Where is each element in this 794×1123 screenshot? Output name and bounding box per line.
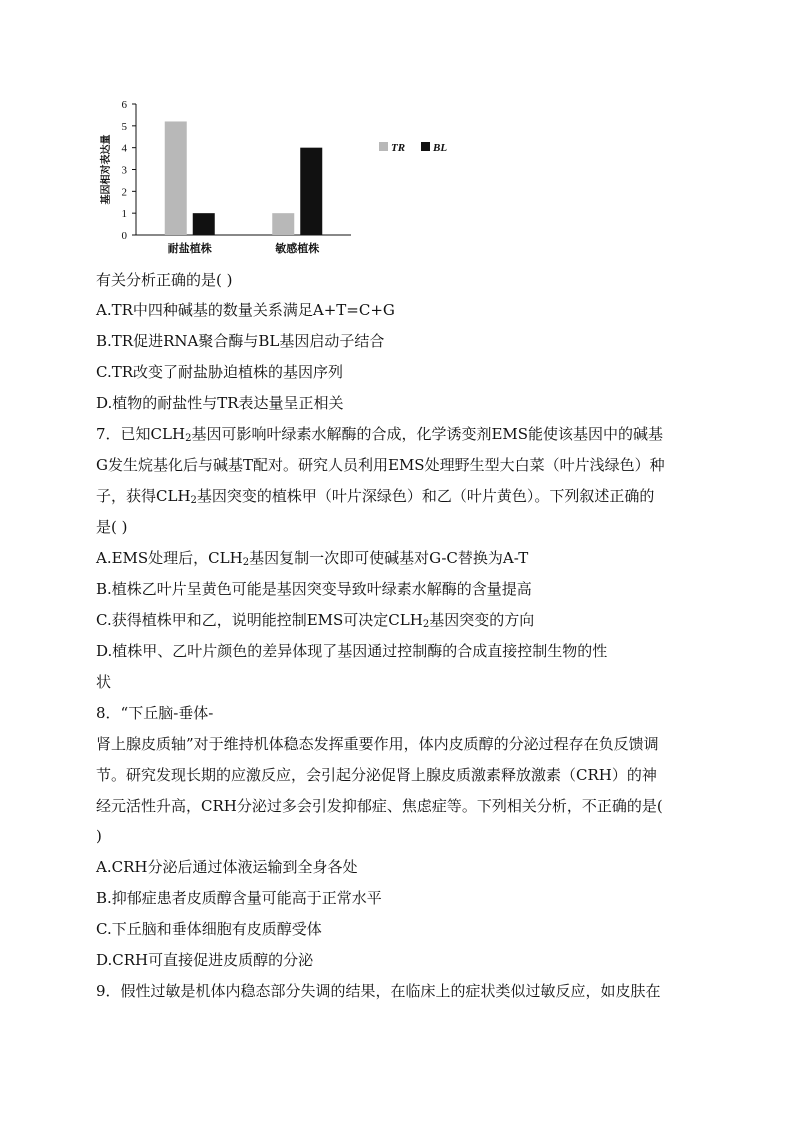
legend-label-BL: BL [433,142,448,154]
q7-text: 基因复制一次即可使碱基对G-C替换为A-T [249,549,529,567]
q7-option-c [96,610,534,630]
q8-stem-line-2: 肾上腺皮质轴”对于维持机体稳态发挥重要作用，体内皮质醇的分泌过程存在负反馈调 [96,735,659,753]
q7-number: 7． [96,425,121,443]
q7-text: 基因突变的植株甲（叶片深绿色）和乙（叶片黄色）。下列叙述正确的 [196,487,655,505]
bar-TR-1 [165,121,187,235]
subscript: 2 [190,495,197,506]
q9-stem-line-1: 9．假性过敏是机体内稳态部分失调的结果，在临床上的症状类似过敏反应，如皮肤在 [96,982,661,1000]
subscript: 2 [242,557,250,568]
q8-stem-line-1: 8．“下丘脑-垂体- [96,704,214,722]
x-category-label: 敏感植株 [275,242,320,255]
bar-BL-1 [193,213,215,235]
q7-text: 基因可影响叶绿素水解酶的合成，化学诱变剂EMS能使该基因中的碱基 [191,425,664,443]
q7-text: 已知CLH [120,425,186,443]
q7-option-b: B.植株乙叶片呈黄色可能是基因突变导致叶绿素水解酶的含量提高 [96,580,532,598]
q8-option-d: D.CRH可直接促进皮质醇的分泌 [96,951,314,969]
q8-option-a: A.CRH分泌后通过体液运输到全身各处 [96,858,358,876]
q7-stem-line-1 [96,424,663,444]
q8-option-b: B.抑郁症患者皮质醇含量可能高于正常水平 [96,889,382,907]
q7-stem-line-3 [96,486,654,506]
bar-chart [96,92,456,262]
q6-option-a: A.TR中四种碱基的数量关系满足A+T=C+G [96,301,395,319]
q6-option-b: B.TR促进RNA聚合酶与BL基因启动子结合 [96,332,385,350]
subscript: 2 [185,433,192,444]
x-category-label: 耐盐植株 [167,242,212,255]
q8-stem-line-3: 节。研究发现长期的应激反应，会引起分泌促肾上腺皮质激素释放激素（CRH）的神 [96,766,657,784]
q7-text: C.获得植株甲和乙，说明能控制EMS可决定CLH [96,611,423,629]
q7-text: 子，获得CLH [96,487,191,505]
legend-swatch-BL [421,142,430,151]
q7-option-a [96,548,528,568]
q6-option-c: C.TR改变了耐盐胁迫植株的基因序列 [96,363,344,381]
legend-label-TR: TR [391,142,406,154]
q7-option-d-line-2: 状 [96,673,112,691]
q7-text: A.EMS处理后，CLH [96,549,243,567]
q7-text: 基因突变的方向 [429,611,535,629]
q7-option-d-line-1: D.植株甲、乙叶片颜色的差异体现了基因通过控制酶的合成直接控制生物的性 [96,642,608,660]
y-tick-label: 5 [121,120,127,133]
q7-stem-line-2: G发生烷基化后与碱基T配对。研究人员利用EMS处理野生型大白菜（叶片浅绿色）种 [96,456,665,474]
subscript: 2 [422,619,430,630]
q8-stem-line-5: ) [96,827,102,845]
y-tick-label: 2 [121,186,127,199]
q7-stem-line-4: 是( ) [96,518,128,536]
y-tick-label: 0 [121,230,127,242]
y-tick-label: 1 [121,208,127,221]
y-tick-label: 3 [121,164,127,177]
q6-option-d: D.植物的耐盐性与TR表达量呈正相关 [96,394,344,412]
y-tick-label: 4 [121,142,127,155]
y-axis-label: 基因相对表达量 [101,134,112,205]
legend-swatch-TR [379,142,388,151]
q8-option-c: C.下丘脑和垂体细胞有皮质醇受体 [96,920,322,938]
q8-stem-line-4: 经元活性升高，CRH分泌过多会引发抑郁症、焦虑症等。下列相关分析，不正确的是( [96,797,663,815]
bar-TR-2 [272,213,294,235]
question-6-stem-end: 有关分析正确的是( ) [96,271,233,289]
y-tick-label: 6 [121,99,127,111]
bar-BL-2 [300,148,322,235]
